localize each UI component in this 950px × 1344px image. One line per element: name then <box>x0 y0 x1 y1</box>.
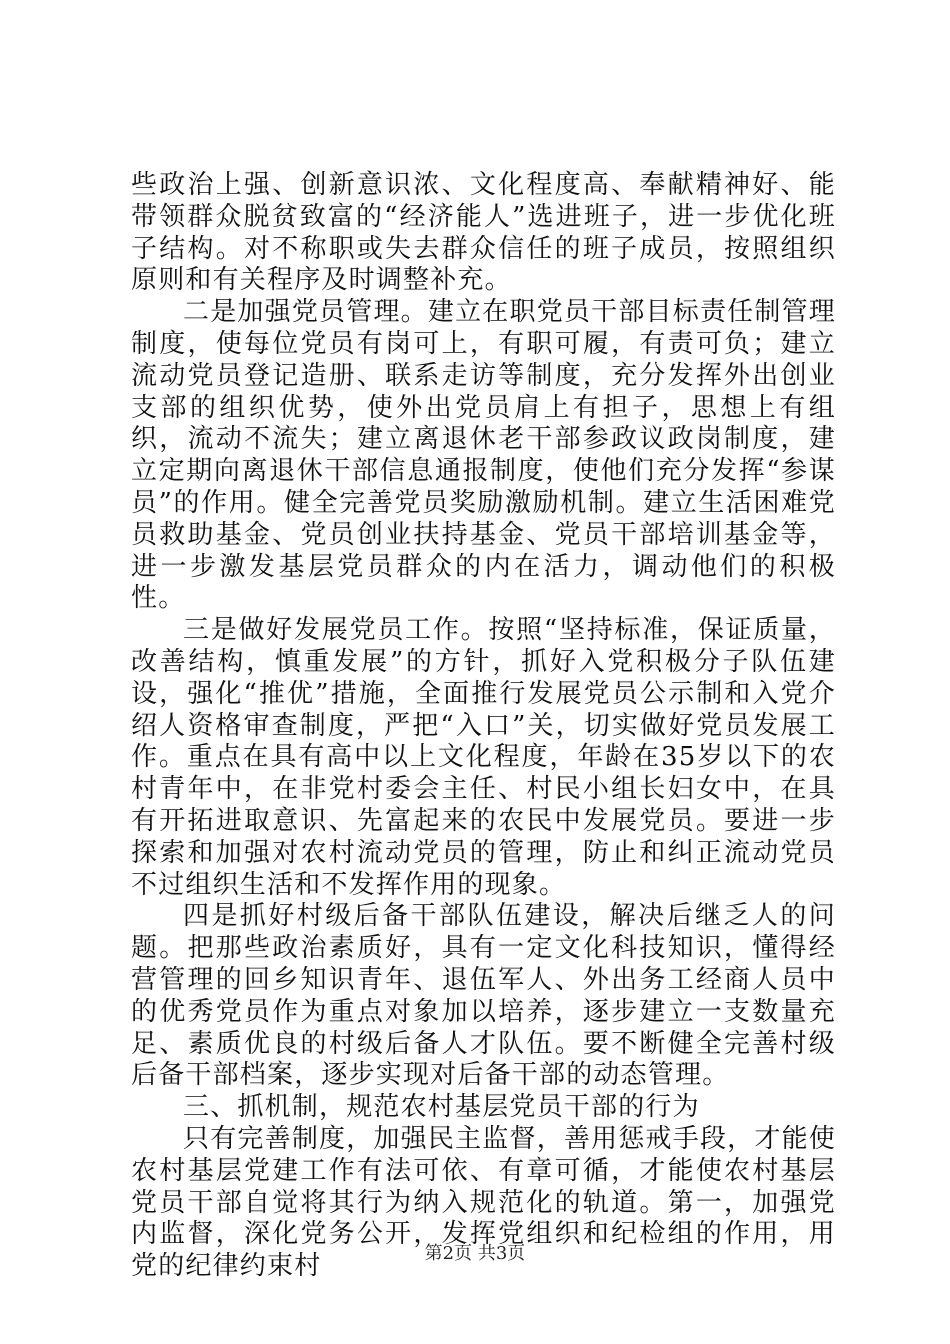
document-body <box>131 170 836 1283</box>
paragraph-3: 三是做好发展党员工作。按照“坚持标准，保证质量，改善结构，慎重发展”的方针，抓好入党积极分子队伍建设，强化“推优”措施，全面推行发展党员公示制和入党介绍人资格审查制度，严把“入口”关，切实做好党员发展工作。重点在具有高中以上文化程度，年龄在35岁以下的农村青年中，在非党村委会主任、村民小组长妇女中，在具有开拓进取意识、先富起来的农民中发展党员。要进一步探索和加强对农村流动党员的管理，防止和纠正流动党员不过组织生活和不发挥作用的现象。 <box>131 615 836 900</box>
paragraph-4: 四是抓好村级后备干部队伍建设，解决后继乏人的问题。把那些政治素质好，具有一定文化科技知识，懂得经营管理的回乡知识青年、退伍军人、外出务工经商人员中的优秀党员作为重点对象加以培养，逐步建立一支数量充足、素质优良的村级后备人才队伍。要不断健全完善村级后备干部档案，逐步实现对后备干部的动态管理。 <box>131 901 836 1091</box>
paragraph-2: 二是加强党员管理。建立在职党员干部目标责任制管理制度，使每位党员有岗可上，有职可履，有责可负；建立流动党员登记造册、联系走访等制度，充分发挥外出创业支部的组织优势，使外出党员肩上有担子，思想上有组织，流动不流失；建立离退休老干部参政议政岗制度，建立定期向离退休干部信息通报制度，使他们充分发挥“参谋员”的作用。健全完善党员奖励激励机制。建立生活困难党员救助基金、党员创业扶持基金、党员干部培训基金等，进一步激发基层党员群众的内在活力，调动他们的积极性。 <box>131 297 836 614</box>
paragraph-1: 些政治上强、创新意识浓、文化程度高、奉献精神好、能带领群众脱贫致富的“经济能人”选进班子，进一步优化班子结构。对不称职或失去群众信任的班子成员，按照组织原则和有关程序及时调整补充。 <box>131 170 836 296</box>
page-footer: 第2页 共3页 <box>424 1243 526 1264</box>
paragraph-5: 只有完善制度，加强民主监督，善用惩戒手段，才能使农村基层党建工作有法可依、有章可循，才能使农村基层党员干部自觉将其行为纳入规范化的轨道。第一，加强党内监督，深化党务公开，发挥党组织和纪检组的作用，用党的纪律约束村 <box>131 1123 836 1282</box>
section-heading-3: 三、抓机制，规范农村基层党员干部的行为 <box>183 1092 700 1123</box>
